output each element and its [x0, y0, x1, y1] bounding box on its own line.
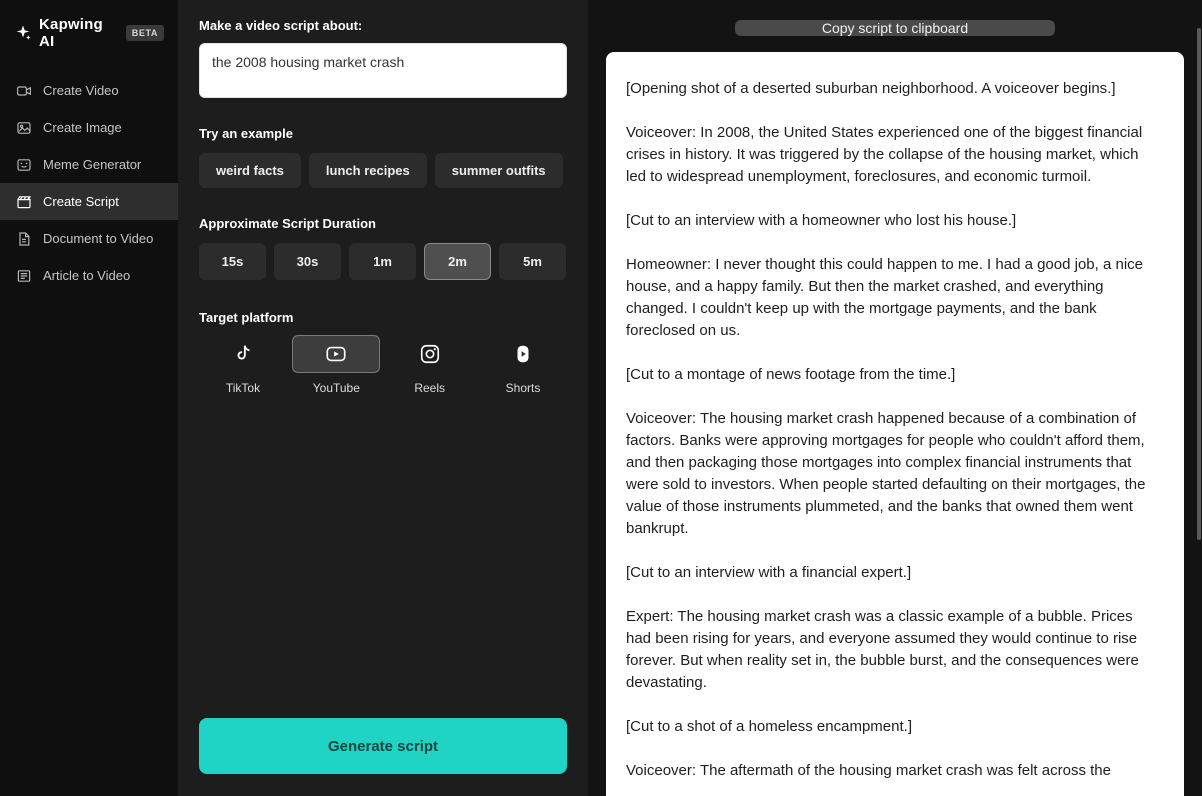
beta-badge: BETA	[126, 25, 164, 41]
image-icon	[16, 120, 32, 136]
example-button-summer-outfits[interactable]: summer outfits	[435, 153, 563, 188]
script-paragraph: [Cut to a montage of news footage from the time.]	[626, 366, 956, 383]
example-button-weird-facts[interactable]: weird facts	[199, 153, 301, 188]
script-paragraph: Expert: The housing market crash was a classic example of a bubble. Prices had been rising for years, and everyone assumed they would continue to rise forever. But when reality set in, the bubble burst, and the consequences were devastating.	[626, 608, 1139, 691]
duration-button-5m[interactable]: 5m	[499, 243, 566, 280]
generate-script-button[interactable]: Generate script	[199, 718, 567, 774]
platform-name: YouTube	[312, 381, 360, 395]
app-logo	[0, 0, 178, 64]
copy-script-button[interactable]: Copy script to clipboard	[735, 20, 1055, 36]
prompt-input[interactable]	[199, 43, 567, 98]
meme-face-icon	[16, 157, 32, 173]
platform-name: TikTok	[225, 381, 261, 395]
sparkle-icon	[14, 24, 32, 42]
app-name: Kapwing AI	[39, 16, 103, 50]
sidebar-item-label: Create Script	[43, 194, 119, 209]
platform-button-shorts[interactable]	[479, 335, 567, 395]
platform-button-youtube[interactable]	[292, 335, 380, 395]
sidebar-item-label: Meme Generator	[43, 157, 142, 172]
script-form-panel	[178, 0, 588, 796]
youtube-icon	[292, 335, 380, 373]
sidebar-item-document-to-video[interactable]	[0, 220, 178, 257]
sidebar-item-create-image[interactable]	[0, 109, 178, 146]
clapperboard-icon	[16, 194, 32, 210]
video-camera-icon	[16, 83, 32, 99]
duration-button-30s[interactable]: 30s	[274, 243, 341, 280]
platform-label: Target platform	[199, 310, 294, 325]
script-paragraph: Voiceover: The aftermath of the housing market crash was felt across the	[626, 762, 1111, 779]
sidebar-item-label: Create Video	[43, 83, 119, 98]
duration-button-1m[interactable]: 1m	[349, 243, 416, 280]
scrollbar-thumb[interactable]	[1197, 28, 1201, 540]
script-card	[606, 52, 1184, 796]
article-icon	[16, 268, 32, 284]
prompt-label: Make a video script about:	[199, 18, 363, 33]
script-paragraph: [Opening shot of a deserted suburban neighborhood. A voiceover begins.]	[626, 80, 1116, 97]
duration-button-2m[interactable]: 2m	[424, 243, 491, 280]
platform-name: Shorts	[505, 381, 541, 395]
sidebar-menu	[0, 72, 178, 294]
script-paragraph: Voiceover: The housing market crash happened because of a combination of factors. Banks were approving mortgages for people who couldn't afford them, and then packaging those mortgages into complex financial instruments that were sold to investors. When people started defaulting on their mortgages, the value of those instruments plummeted, and the banks that owned them went bankrupt.	[626, 410, 1146, 537]
script-paragraph: Homeowner: I never thought this could happen to me. I had a good job, a nice house, and a happy family. But then the market crashed, and everything changed. I couldn't keep up with the mortgage payments, and the bank foreclosed on us.	[626, 256, 1144, 339]
sidebar-item-article-to-video[interactable]	[0, 257, 178, 294]
shorts-icon	[479, 335, 567, 373]
duration-label: Approximate Script Duration	[199, 216, 376, 231]
tiktok-icon	[199, 335, 287, 373]
examples-label: Try an example	[199, 126, 293, 141]
sidebar-item-meme-generator[interactable]	[0, 146, 178, 183]
sidebar	[0, 0, 178, 796]
sidebar-item-label: Article to Video	[43, 268, 131, 283]
example-button-lunch-recipes[interactable]: lunch recipes	[309, 153, 427, 188]
script-output-panel	[588, 0, 1202, 796]
sidebar-item-label: Create Image	[43, 120, 122, 135]
platform-button-tiktok[interactable]	[199, 335, 287, 395]
duration-buttons	[199, 243, 567, 280]
script-paragraph: [Cut to an interview with a financial expert.]	[626, 564, 912, 581]
example-buttons	[199, 153, 567, 188]
instagram-icon	[386, 335, 474, 373]
platform-buttons	[199, 335, 567, 395]
script-paragraph: [Cut to a shot of a homeless encampment.]	[626, 718, 912, 735]
duration-button-15s[interactable]: 15s	[199, 243, 266, 280]
platform-name: Reels	[414, 381, 445, 395]
sidebar-item-create-video[interactable]	[0, 72, 178, 109]
sidebar-item-label: Document to Video	[43, 231, 154, 246]
platform-button-reels[interactable]	[386, 335, 474, 395]
document-icon	[16, 231, 32, 247]
script-paragraph: Voiceover: In 2008, the United States experienced one of the biggest financial crises in history. It was triggered by the collapse of the housing market, which led to widespread unemployment, foreclosures, and economic turmoil.	[626, 124, 1143, 185]
script-paragraph: [Cut to an interview with a homeowner who lost his house.]	[626, 212, 1017, 229]
sidebar-item-create-script[interactable]	[0, 183, 178, 220]
